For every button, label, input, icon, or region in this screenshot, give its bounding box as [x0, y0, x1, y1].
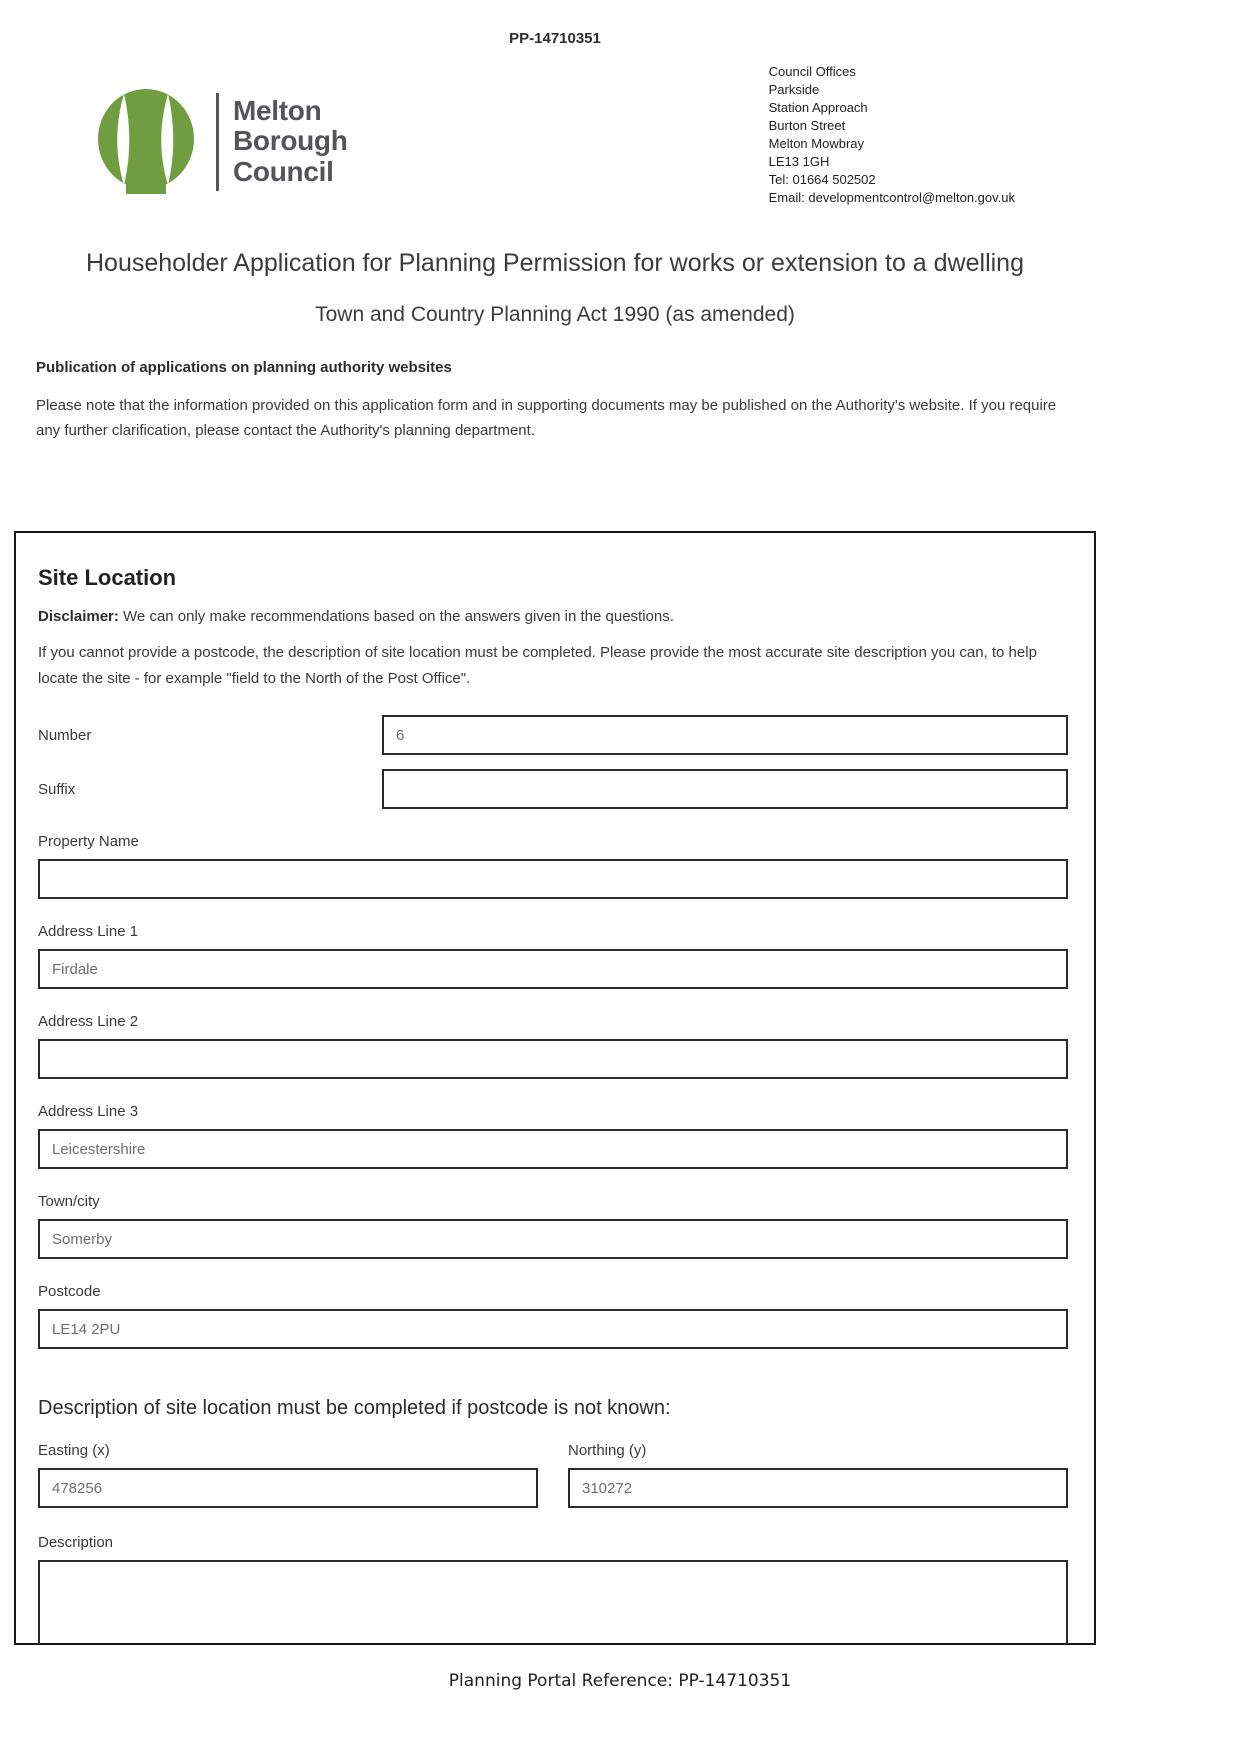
- address-line-2-input[interactable]: [38, 1039, 1068, 1079]
- melton-logo-icon: [90, 86, 202, 198]
- town-city-label: Town/city: [38, 1193, 100, 1211]
- planning-portal-reference: Planning Portal Reference: PP-14710351: [448, 1670, 792, 1691]
- number-label: Number: [38, 726, 92, 744]
- application-reference: PP-14710351: [509, 30, 601, 47]
- easting-input[interactable]: [38, 1468, 538, 1508]
- section-title: Site Location: [38, 564, 177, 590]
- town-city-field: [38, 1193, 1068, 1259]
- address-line: Melton Mowbray: [768, 135, 865, 151]
- suffix-field-row: [38, 769, 1068, 809]
- address-line-3-field: [38, 1103, 1068, 1169]
- suffix-input[interactable]: [382, 769, 1068, 809]
- address-line-1-label: Address Line 1: [38, 923, 139, 941]
- address-line: Burton Street: [768, 117, 846, 133]
- page-header: [0, 59, 1110, 207]
- logo-word-council: Council: [233, 156, 334, 188]
- address-line-2-field: [38, 1013, 1068, 1079]
- easting-label: Easting (x): [38, 1442, 110, 1460]
- address-line-3-input[interactable]: [38, 1129, 1068, 1169]
- northing-label: Northing (y): [568, 1442, 647, 1460]
- council-address: [769, 63, 1015, 207]
- description-input[interactable]: [38, 1560, 1068, 1644]
- postcode-field: [38, 1283, 1068, 1349]
- address-line: Council Offices: [768, 64, 856, 79]
- disclaimer-label: Disclaimer:: [38, 607, 119, 625]
- site-location-section: [14, 531, 1096, 1645]
- northing-field: [568, 1442, 1068, 1508]
- address-line-tel: Tel: 01664 502502: [768, 171, 876, 187]
- postcode-input[interactable]: [38, 1309, 1068, 1349]
- easting-field: [38, 1442, 538, 1508]
- property-name-field: [38, 833, 1068, 899]
- address-line-email: Email: developmentcontrol@melton.gov.uk: [768, 189, 1015, 205]
- logo-word-melton: Melton: [233, 94, 322, 126]
- description-field: [38, 1534, 1068, 1644]
- number-input[interactable]: [382, 715, 1068, 755]
- council-logo: [90, 77, 348, 207]
- site-description-heading: Description of site location must be completed if postcode is not known:: [38, 1397, 671, 1420]
- property-name-input[interactable]: [38, 859, 1068, 899]
- address-line: Parkside: [768, 81, 820, 97]
- logo-wordmark: [233, 96, 348, 188]
- publication-note: Please note that the information provided on this application form and in supporting documents may be published on the Authority's website. If you require any further clarification, please contact the Authority's planning department.: [36, 396, 1057, 439]
- logo-word-borough: Borough: [233, 125, 348, 157]
- address-line-1-field: [38, 923, 1068, 989]
- northing-input[interactable]: [568, 1468, 1068, 1508]
- address-line-3-label: Address Line 3: [38, 1103, 139, 1121]
- property-name-label: Property Name: [38, 833, 139, 851]
- address-line-1-input[interactable]: [38, 949, 1068, 989]
- form-title: Householder Application for Planning Permission for works or extension to a dwelling: [85, 248, 1024, 277]
- logo-divider: [216, 93, 219, 191]
- postcode-label: Postcode: [38, 1283, 101, 1301]
- address-line: Station Approach: [768, 99, 868, 115]
- disclaimer-body: We can only make recommendations based on the answers given in the questions.: [118, 607, 674, 625]
- disclaimer-text: [38, 608, 1068, 625]
- suffix-label: Suffix: [38, 780, 76, 798]
- form-subtitle: Town and Country Planning Act 1990 (as amended): [315, 302, 795, 326]
- town-city-input[interactable]: [38, 1219, 1068, 1259]
- description-label: Description: [38, 1534, 114, 1552]
- number-field-row: [38, 715, 1068, 755]
- coordinates-row: [38, 1442, 1068, 1508]
- publication-heading: Publication of applications on planning authority websites: [36, 358, 452, 376]
- address-line-2-label: Address Line 2: [38, 1013, 139, 1031]
- postcode-intro-text: If you cannot provide a postcode, the description of site location must be completed. Please provide the most accurate site description you can, to help locate the site - for example "field to the North of the Post Office".: [38, 643, 1037, 687]
- address-line: LE13 1GH: [768, 153, 830, 169]
